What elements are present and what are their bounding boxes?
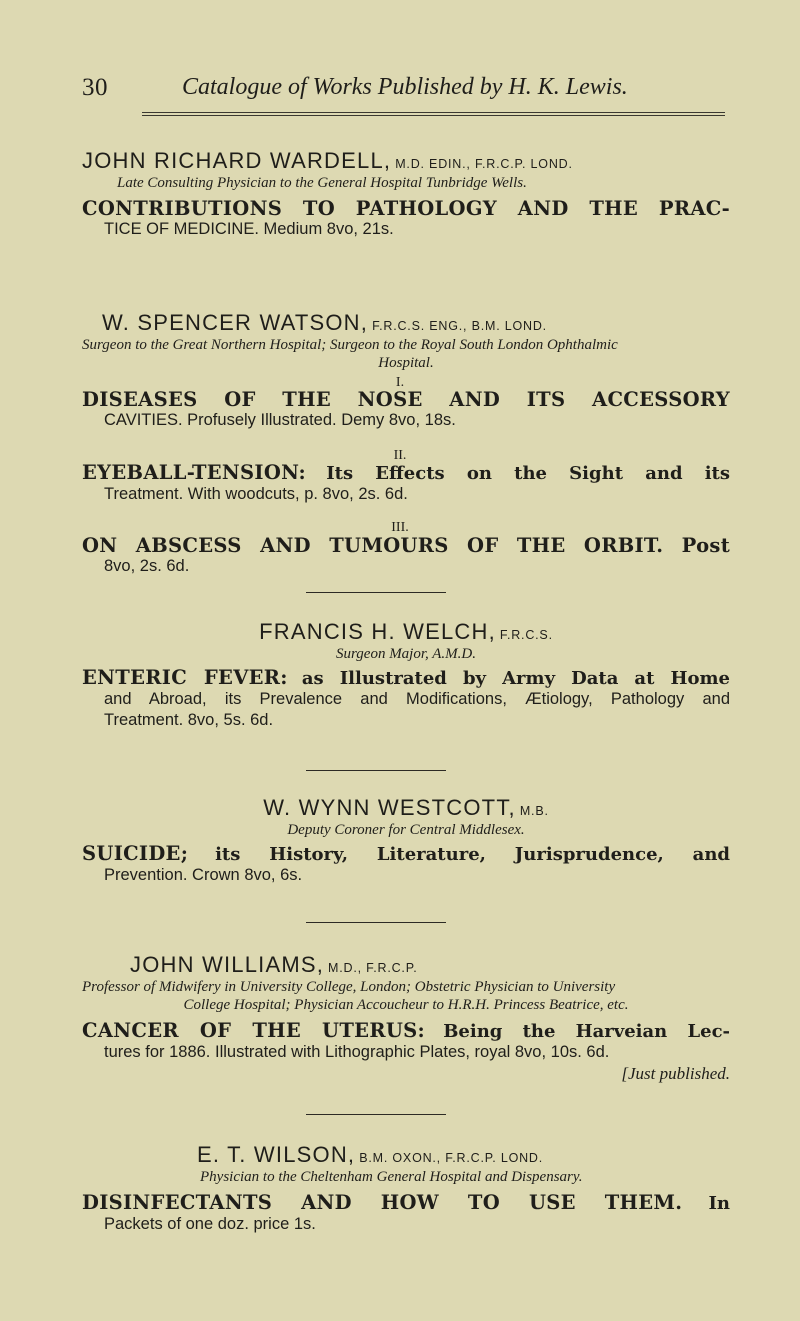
header-double-rule: [142, 112, 725, 116]
page-number: 30: [82, 74, 108, 101]
author-heading-welch: [82, 619, 730, 663]
author-role: Late Consulting Physician to the General Hospital Tunbridge Wells.: [117, 175, 527, 191]
work-description: Treatment. With woodcuts, p. 8vo, 2s. 6d.: [104, 485, 408, 503]
work-entry: [82, 198, 730, 240]
author-heading-westcott: [82, 795, 730, 839]
author-degrees: M.B.: [519, 804, 549, 818]
publication-note: [Just published.: [621, 1064, 730, 1083]
work-description: TICE OF MEDICINE. Medium 8vo, 21s.: [104, 220, 394, 238]
author-role: Deputy Coroner for Central Middlesex.: [287, 822, 525, 838]
work-description: tures for 1886. Illustrated with Lithographic Plates, royal 8vo, 10s. 6d.: [104, 1043, 610, 1061]
author-role-continued: Hospital.: [378, 355, 434, 371]
work-numeral: I.: [395, 375, 405, 390]
author-degrees: F.R.C.S. ENG., B.M. LOND.: [372, 319, 547, 333]
work-entry: [82, 535, 730, 577]
author-heading-williams: [82, 952, 730, 1014]
work-description: and Abroad, its Prevalence and Modifications, Ætiology, Pathology and: [104, 690, 730, 708]
work-title: ENTERIC FEVER:: [82, 666, 288, 689]
work-entry: [82, 667, 730, 731]
author-role: Professor of Midwifery in University College, London; Obstetric Physician to University: [82, 979, 616, 995]
author-role: Physician to the Cheltenham General Hospital and Dispensary.: [200, 1169, 583, 1185]
work-subtitle: Being the Harveian Lec-: [443, 1021, 731, 1042]
work-description: Prevention. Crown 8vo, 6s.: [104, 866, 303, 884]
work-entry: [82, 1192, 730, 1235]
work-title: ON ABSCESS AND TUMOURS OF THE ORBIT. Post: [82, 534, 730, 557]
author-name: W. SPENCER WATSON,: [102, 310, 369, 335]
work-entry: [82, 389, 730, 431]
work-numeral: III.: [391, 520, 409, 535]
work-description-continued: Treatment. 8vo, 5s. 6d.: [104, 711, 274, 729]
work-subtitle: Its Effects on the Sight and its: [326, 463, 731, 484]
work-title: SUICIDE;: [82, 842, 189, 865]
work-entry: [82, 1020, 730, 1084]
work-numeral: II.: [393, 448, 407, 463]
section-divider: [306, 1114, 446, 1115]
work-title: CONTRIBUTIONS TO PATHOLOGY AND THE PRAC-: [82, 197, 730, 220]
author-name: JOHN WILLIAMS,: [130, 952, 325, 977]
author-name: W. WYNN WESTCOTT,: [263, 795, 516, 820]
work-title: DISINFECTANTS AND HOW TO USE THEM.: [82, 1191, 683, 1214]
work-subtitle: its History, Literature, Jurisprudence, and: [215, 844, 730, 865]
work-entry: [82, 462, 730, 505]
author-name: JOHN RICHARD WARDELL,: [82, 148, 392, 173]
author-degrees: B.M. OXON., F.R.C.P. LOND.: [359, 1151, 544, 1165]
running-header: [82, 74, 728, 114]
author-heading-wardell: [82, 148, 730, 192]
work-entry: [82, 843, 730, 886]
work-title: CANCER OF THE UTERUS:: [82, 1019, 426, 1042]
work-subtitle: as Illustrated by Army Data at Home: [301, 668, 730, 689]
section-divider: [306, 922, 446, 923]
author-heading-wilson: [82, 1142, 730, 1186]
author-degrees: F.R.C.S.: [499, 628, 553, 642]
work-subtitle: In: [708, 1193, 731, 1214]
author-degrees: M.D. EDIN., F.R.C.P. LOND.: [395, 157, 573, 171]
author-name: FRANCIS H. WELCH,: [259, 619, 496, 644]
work-description: 8vo, 2s. 6d.: [104, 557, 190, 575]
author-name: E. T. WILSON,: [197, 1142, 356, 1167]
work-title: DISEASES OF THE NOSE AND ITS ACCESSORY: [82, 388, 730, 411]
section-divider: [306, 770, 446, 771]
author-role: Surgeon Major, A.M.D.: [336, 646, 476, 662]
author-role-continued: College Hospital; Physician Accoucheur to H.R.H. Princess Beatrice, etc.: [183, 997, 629, 1013]
section-divider: [306, 592, 446, 593]
author-role: Surgeon to the Great Northern Hospital; Surgeon to the Royal South London Ophthalmic: [82, 337, 618, 353]
page-title: Catalogue of Works Published by H. K. Lewis.: [182, 74, 628, 100]
author-degrees: M.D., F.R.C.P.: [328, 961, 418, 975]
author-heading-watson: [82, 310, 730, 372]
work-title: EYEBALL-TENSION:: [82, 461, 307, 484]
work-description: CAVITIES. Profusely Illustrated. Demy 8vo, 18s.: [104, 411, 456, 429]
work-description: Packets of one doz. price 1s.: [104, 1215, 316, 1233]
